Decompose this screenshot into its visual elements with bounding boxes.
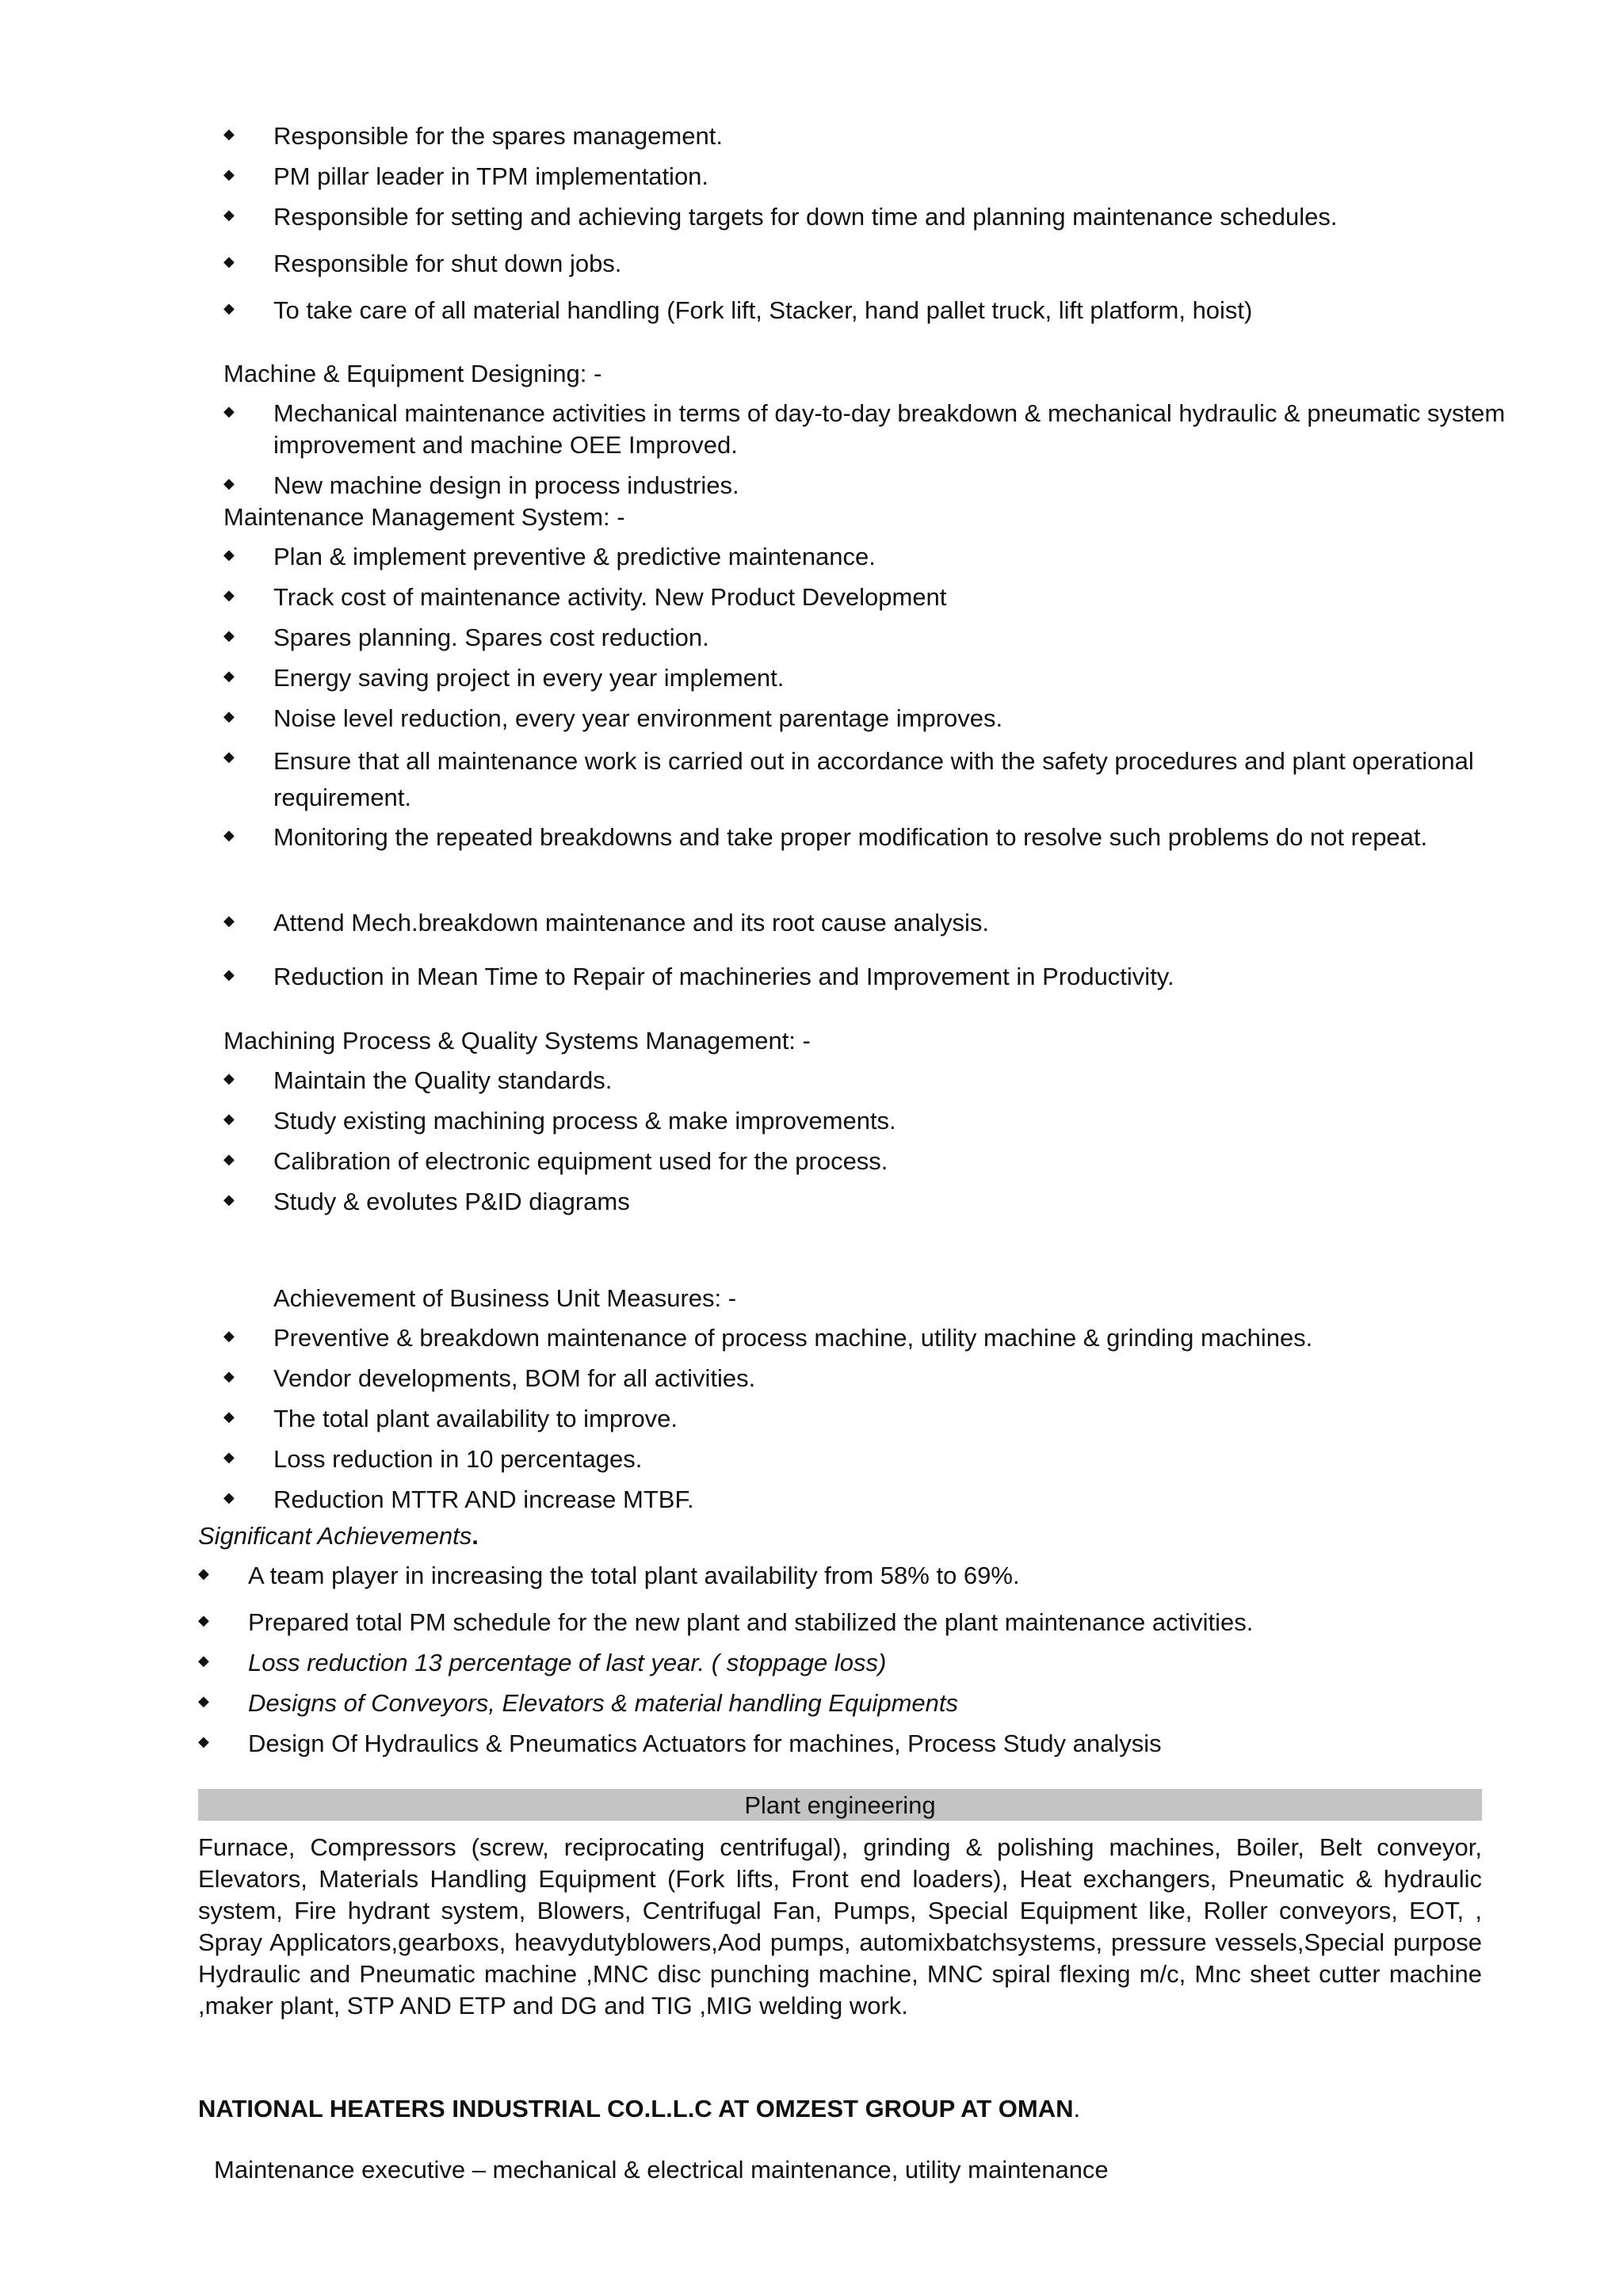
bullet-icon: ◆ (223, 1192, 235, 1207)
bullet-icon: ◆ (223, 1111, 235, 1127)
bullet-icon: ◆ (223, 1489, 235, 1505)
list-item-text: The total plant availability to improve. (273, 1405, 678, 1432)
list-item-text: Designs of Conveyors, Elevators & material handling Equipments (248, 1689, 959, 1717)
bullet-icon: ◆ (223, 1151, 235, 1167)
plant-engineering-text: Furnace, Compressors (screw, reciprocating centrifugal), grinding & polishing machines, Boiler, Belt conveyor, Elevators, Materials Handling Equipment (Fork lifts, Front end loaders), Heat exchangers, Pneumatic & hydraulic system, Fire hydrant system, Blowers, Centrifugal Fan, Pumps, Special Equipment like, Roller conveyors, EOT, , Spray Applicators,gearboxs, heavydutyblowers,Aod pumps, automixbatchsystems, pressure vessels,Special purpose Hydraulic and Pneumatic machine ,MNC disc punching machine, MNC spiral flexing m/c, Mnc sheet cutter machine ,maker plant, STP AND ETP and DG and TIG ,MIG welding work. (198, 1833, 1482, 2019)
list-item-text: Design Of Hydraulics & Pneumatics Actuators for machines, Process Study analysis (248, 1730, 1162, 1757)
list-item-text: Reduction MTTR AND increase MTBF. (273, 1486, 694, 1513)
list-item-text: Noise level reduction, every year environment parentage improves. (273, 704, 1003, 732)
bullet-icon: ◆ (223, 627, 235, 643)
list-item-text: Responsible for setting and achieving targets for down time and planning maintenance schedules. (273, 203, 1338, 231)
bullet-icon: ◆ (223, 547, 235, 563)
list-item-text: Calibration of electronic equipment used for the process. (273, 1147, 888, 1175)
list-item-text: Responsible for the spares management. (273, 122, 723, 150)
bullet-icon: ◆ (223, 1409, 235, 1425)
list-item-text: Vendor developments, BOM for all activities. (273, 1364, 756, 1392)
list-item-text: Spares planning. Spares cost reduction. (273, 624, 709, 651)
list-item-text: Plan & implement preventive & predictive maintenance. (273, 543, 876, 570)
bullet-icon: ◆ (223, 1070, 235, 1086)
bullet-icon: ◆ (223, 587, 235, 603)
list-item-text: To take care of all material handling (Fork lift, Stacker, hand pallet truck, lift platform, hoist) (273, 296, 1253, 324)
bullet-icon: ◆ (223, 668, 235, 684)
bullet-icon: ◆ (223, 967, 235, 982)
bullet-icon: ◆ (198, 1566, 209, 1581)
bullet-icon: ◆ (223, 1368, 235, 1384)
list-item-text: Responsible for shut down jobs. (273, 250, 622, 277)
bullet-icon: ◆ (198, 1693, 209, 1709)
list-item-text: Maintain the Quality standards. (273, 1066, 613, 1094)
list-item-text: Preventive & breakdown maintenance of process machine, utility machine & grinding machines. (273, 1324, 1313, 1352)
bullet-icon: ◆ (223, 1328, 235, 1344)
plant-engineering-bar: Plant engineering (198, 1789, 1482, 1821)
list-item-text: PM pillar leader in TPM implementation. (273, 162, 709, 190)
bullet-icon: ◆ (223, 749, 235, 765)
company-name-dot: . (1073, 2095, 1081, 2122)
bullet-icon: ◆ (223, 475, 235, 491)
list-item-text: Energy saving project in every year implement. (273, 664, 785, 692)
significant-heading-dot: . (472, 1522, 479, 1550)
bullet-icon: ◆ (223, 708, 235, 724)
company-name (198, 2093, 1080, 2125)
list-item-text: Study existing machining process & make improvements. (273, 1107, 896, 1135)
list-item-text: Prepared total PM schedule for the new plant and stabilized the plant maintenance activities. (248, 1608, 1254, 1636)
bullet-icon: ◆ (223, 1449, 235, 1465)
list-item-text: Monitoring the repeated breakdowns and take proper modification to resolve such problems do not repeat. (273, 823, 1428, 851)
section-heading-machining: Machining Process & Quality Systems Management: - (223, 1027, 811, 1055)
bullet-icon: ◆ (223, 913, 235, 929)
job-role: Maintenance executive – mechanical & electrical maintenance, utility maintenance (214, 2156, 1109, 2183)
significant-heading-text: Significant Achievements (198, 1522, 472, 1550)
section-heading-maintenance-mgmt: Maintenance Management System: - (223, 503, 625, 531)
bullet-icon: ◆ (223, 254, 235, 269)
list-item-text: Loss reduction in 10 percentages. (273, 1445, 643, 1473)
list-item-text: Study & evolutes P&ID diagrams (273, 1188, 630, 1215)
bullet-icon: ◆ (223, 403, 235, 419)
list-item-text: A team player in increasing the total plant availability from 58% to 69%. (248, 1562, 1020, 1589)
bullet-icon: ◆ (223, 207, 235, 223)
bullet-icon: ◆ (223, 300, 235, 316)
bullet-icon: ◆ (198, 1612, 209, 1628)
section-heading-machine-design: Machine & Equipment Designing: - (223, 360, 602, 387)
list-item-text: Attend Mech.breakdown maintenance and its root cause analysis. (273, 909, 989, 936)
section-heading-significant (198, 1520, 479, 1552)
list-item-text: Loss reduction 13 percentage of last year. ( stoppage loss) (248, 1649, 887, 1676)
list-item-text: Ensure that all maintenance work is carried out in accordance with the safety procedures and plant operational requirement. (273, 747, 1474, 811)
bullet-icon: ◆ (198, 1733, 209, 1749)
list-item-text: New machine design in process industries. (273, 471, 739, 499)
bullet-icon: ◆ (198, 1653, 209, 1669)
list-item-text: Mechanical maintenance activities in terms of day-to-day breakdown & mechanical hydraulic & pneumatic system improvement and machine OEE Improved. (273, 399, 1506, 459)
list-item-text: Track cost of maintenance activity. New Product Development (273, 583, 947, 611)
bullet-icon: ◆ (223, 126, 235, 142)
bullet-icon: ◆ (223, 827, 235, 843)
section-heading-business-unit: Achievement of Business Unit Measures: - (273, 1284, 737, 1312)
list-item-text: Reduction in Mean Time to Repair of machineries and Improvement in Productivity. (273, 963, 1174, 990)
company-name-text: NATIONAL HEATERS INDUSTRIAL CO.L.L.C AT OMZEST GROUP AT OMAN (198, 2095, 1074, 2122)
bullet-icon: ◆ (223, 166, 235, 182)
